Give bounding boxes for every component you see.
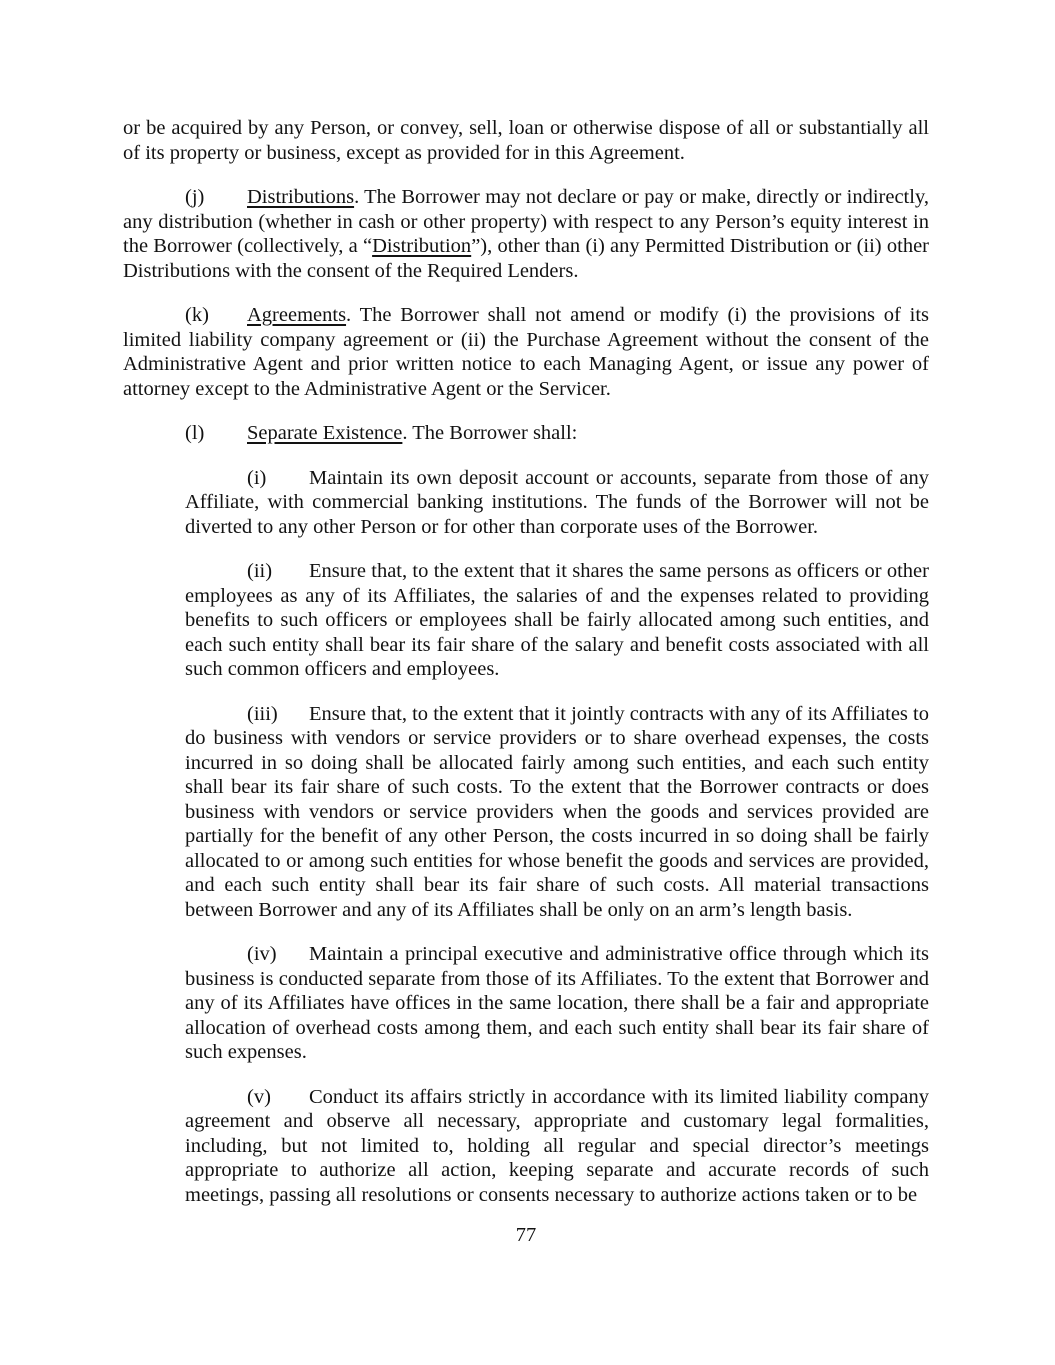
clause-l-iii-body: Ensure that, to the extent that it jointly contracts with any of its Affiliates to do business with vendors or service providers or to share overhead expenses, the costs incurred in so doing shall be allocated fairly among such entities, and each such entity shall bear its fair share of such costs. To the extent that the Borrower contracts or does business with vendors or service providers when the goods and services provided are partially for the benefit of any other Person, the costs incurred in so doing shall be fairly allocated to or among such entities for whose benefit the goods and services are provided, and each such entity shall bear its fair share of such costs. All material transactions between Borrower and any of its Affiliates shall be only on an arm’s length basis. [185,702,929,921]
clause-j-quoted-term: Distribution [372,235,472,257]
clause-k-body: . The Borrower shall not amend or modify (i) the provisions of its limited liability company agreement or (ii) the Purchase Agreement without the consent of the Administrative Agent and prior written notice to each Managing Agent, or issue any power of attorney except to the Administrative Agent or the Servicer. [123,304,929,400]
clause-j-label: (j) [185,186,205,208]
clause-k-label: (k) [185,304,209,326]
clause-l-i [185,466,929,540]
clause-j-body-tail: ”), other than (i) any Permitted Distribution or (ii) other Distributions with the consent of the Required Lenders. [123,235,929,282]
clause-l-i-label: (i) [247,466,267,489]
clause-l-ii-label: (ii) [247,560,273,582]
clause-k [123,303,929,401]
clause-l-iv-body: Maintain a principal executive and administrative office through which its business is conducted separate from those of its Affiliates. To the extent that Borrower and any of its Affiliates have offices in the same location, there shall be a fair and appropriate allocation of overhead costs among them, and each such entity shall bear its fair share of such expenses. [185,943,929,1063]
clause-l-iii [185,702,929,923]
clause-l-ii [185,559,929,682]
clause-l-iii-label: (iii) [247,702,278,725]
clause-l-v-label: (v) [247,1085,271,1108]
clause-l-ii-body: Ensure that, to the extent that it shares the same persons as officers or other employees as any of its Affiliates, the salaries of and the expenses related to providing benefits to such officers or employees shall be fairly allocated among such entities, and each such entity shall bear its fair share of the salary and benefit costs associated with all such common officers and employees. [185,560,929,680]
clause-l-v-body: Conduct its affairs strictly in accordance with its limited liability company agreement and observe all necessary, appropriate and customary legal formalities, including, but not limited to, holding all regular and special director’s meetings appropriate to authorize all action, keeping separate and accurate records of such meetings, passing all resolutions or consents necessary to authorize actions taken or to be [185,1085,929,1206]
clause-j-term: Distributions [247,186,355,208]
clause-l-iv [185,942,929,1065]
clause-k-term: Agreements [247,304,347,326]
clause-j [123,185,929,283]
clause-l-i-body: Maintain its own deposit account or accounts, separate from those of any Affiliate, with commercial banking institutions. The funds of the Borrower will not be diverted to any other Person or for other than corporate uses of the Borrower. [185,466,929,538]
continuation-paragraph: or be acquired by any Person, or convey, sell, loan or otherwise dispose of all or substantially all of its property or business, except as provided for in this Agreement. [123,117,929,164]
clause-l-body: . The Borrower shall: [402,422,578,444]
clause-l [123,421,929,446]
clause-l-term: Separate Existence [247,422,403,444]
clause-l-iv-label: (iv) [247,943,277,965]
clause-l-v [185,1085,929,1208]
clause-j-body: . The Borrower may not declare or pay or make, directly or indirectly, any distribution (whether in cash or other property) with respect to any Person’s equity interest in the Borrower (collectively, a “ [123,186,929,257]
page-number: 77 [515,1224,537,1246]
clause-l-label: (l) [185,422,205,444]
